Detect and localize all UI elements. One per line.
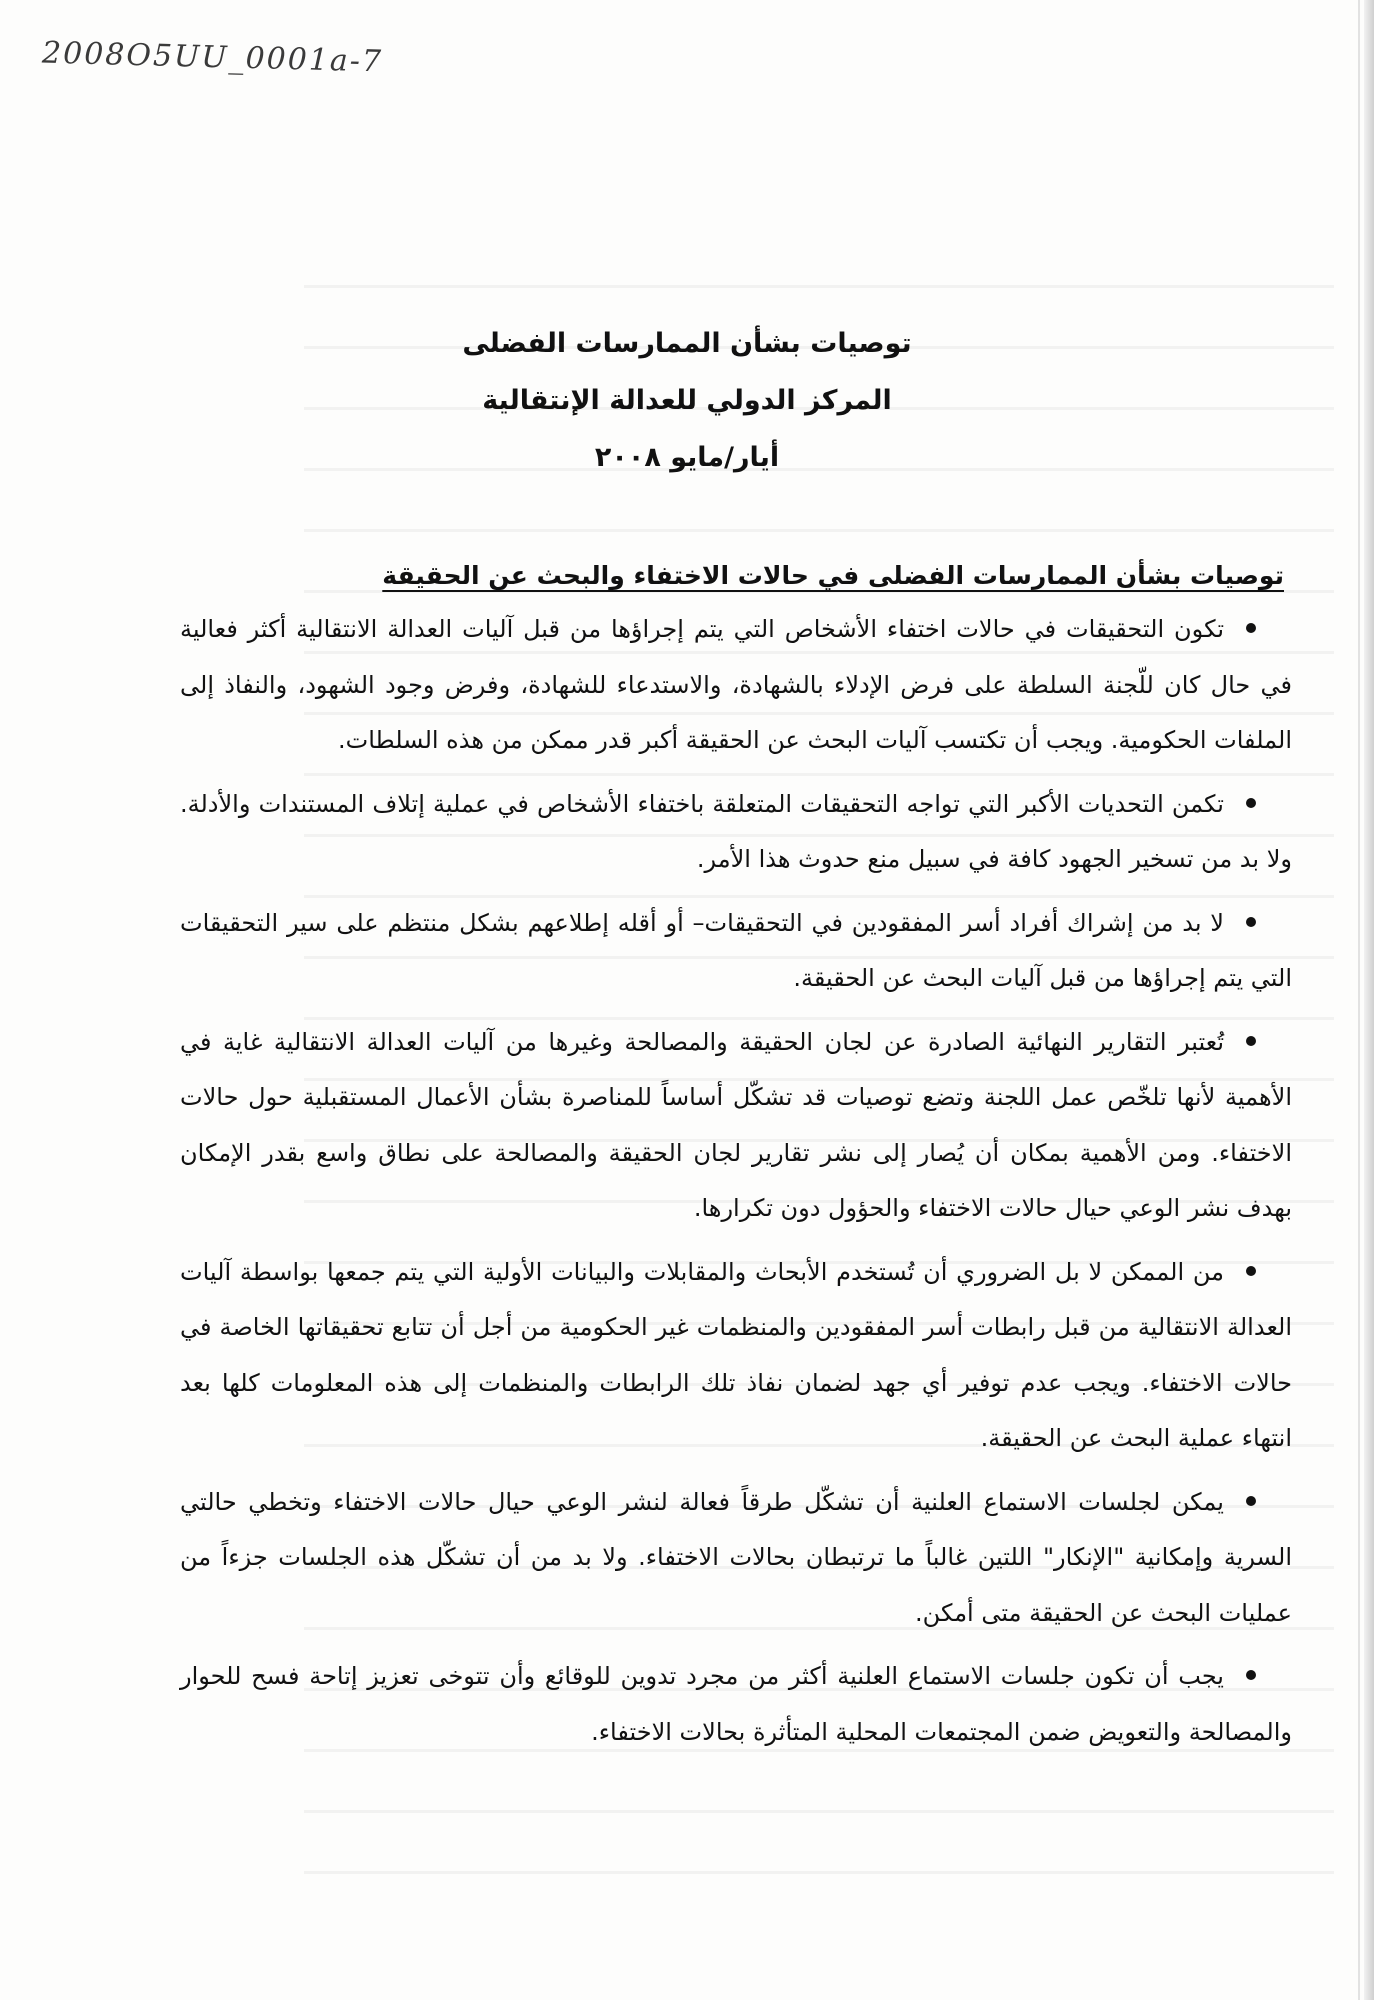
scan-edge-line <box>1358 0 1360 2000</box>
handwritten-reference-number: 2008O5UU_0001a-7 <box>41 35 384 80</box>
bullet-icon <box>1246 798 1256 808</box>
recommendation-text: يمكن لجلسات الاستماع العلنية أن تشكّل طرقاً فعالة لنشر الوعي حيال حالات الاختفاء وتخطي حالتي السرية وإمكانية "الإنكار" اللتين غالباً ما ترتبطان بحالات الاختفاء. ولا بد من أن تشكّل هذه الجلسات جزءاً من عمليات البحث عن الحقيقة متى أمكن. <box>180 1487 1292 1627</box>
recommendation-item <box>180 602 1292 769</box>
bullet-icon <box>1246 917 1256 927</box>
bullet-icon <box>1246 1036 1256 1046</box>
recommendations-list <box>180 602 1292 1760</box>
recommendation-item <box>180 777 1292 888</box>
recommendation-text: تُعتبر التقارير النهائية الصادرة عن لجان الحقيقة والمصالحة وغيرها من آليات العدالة الانتقالية غاية في الأهمية لأنها تلخّص عمل اللجنة وتضع توصيات قد تشكّل أساساً للمناصرة بشأن الأعمال المستقبلية حول حالات الاختفاء. ومن الأهمية بمكان أن يُصار إلى نشر تقارير لجان الحقيقة والمصالحة على نطاق واسع بقدر الإمكان بهدف نشر الوعي حيال حالات الاختفاء والحؤول دون تكرارها. <box>180 1027 1292 1222</box>
recommendation-item <box>180 1649 1292 1760</box>
bullet-icon <box>1246 1496 1256 1506</box>
section-heading: توصيات بشأن الممارسات الفضلى في حالات الاختفاء والبحث عن الحقيقة <box>382 561 1284 590</box>
recommendation-text: يجب أن تكون جلسات الاستماع العلنية أكثر من مجرد تدوين للوقائع وأن تتوخى تعزيز إتاحة فسح للحوار والمصالحة والتعويض ضمن المجتمعات المحلية المتأثرة بحالات الاختفاء. <box>180 1662 1292 1746</box>
bullet-icon <box>1246 623 1256 633</box>
recommendation-text: من الممكن لا بل الضروري أن تُستخدم الأبحاث والمقابلات والبيانات الأولية التي يتم جمعها بواسطة آليات العدالة الانتقالية من قبل رابطات أسر المفقودين والمنظمات غير الحكومية من أجل أن تتابع تحقيقاتها الخاصة في حالات الاختفاء. ويجب عدم توفير أي جهد لضمان نفاذ تلك الرابطات والمنظمات إلى هذه المعلومات كلها بعد انتهاء عملية البحث عن الحقيقة. <box>180 1257 1292 1452</box>
recommendation-item <box>180 1015 1292 1237</box>
document-header <box>0 315 1374 486</box>
recommendation-item <box>180 896 1292 1007</box>
bullet-icon <box>1246 1266 1256 1276</box>
recommendation-text: لا بد من إشراك أفراد أسر المفقودين في التحقيقات– أو أقله إطلاعهم بشكل منتظم على سير التحقيقات التي يتم إجراؤها من قبل آليات البحث عن الحقيقة. <box>180 908 1292 992</box>
document-title: توصيات بشأن الممارسات الفضلى <box>462 328 912 359</box>
recommendation-item <box>180 1245 1292 1467</box>
recommendation-text: تكون التحقيقات في حالات اختفاء الأشخاص التي يتم إجراؤها من قبل آليات العدالة الانتقالية أكثر فعالية في حال كان للّجنة السلطة على فرض الإدلاء بالشهادة، والاستدعاء للشهادة، وفرض وجود الشهود، والنفاذ إلى الملفات الحكومية. ويجب أن تكتسب آليات البحث عن الحقيقة أكبر قدر ممكن من هذه السلطات. <box>180 615 1292 754</box>
scan-edge-shadow <box>1364 0 1374 2000</box>
recommendation-item <box>180 1475 1292 1642</box>
document-body <box>180 552 1292 1768</box>
recommendation-text: تكمن التحديات الأكبر التي تواجه التحقيقات المتعلقة باختفاء الأشخاص في عملية إتلاف المستندات والأدلة. ولا بد من تسخير الجهود كافة في سبيل منع حدوث هذا الأمر. <box>180 789 1292 873</box>
document-date: أيار/مايو ٢٠٠٨ <box>594 442 780 473</box>
organization-name: المركز الدولي للعدالة الإنتقالية <box>482 385 892 416</box>
bullet-icon <box>1246 1670 1256 1680</box>
